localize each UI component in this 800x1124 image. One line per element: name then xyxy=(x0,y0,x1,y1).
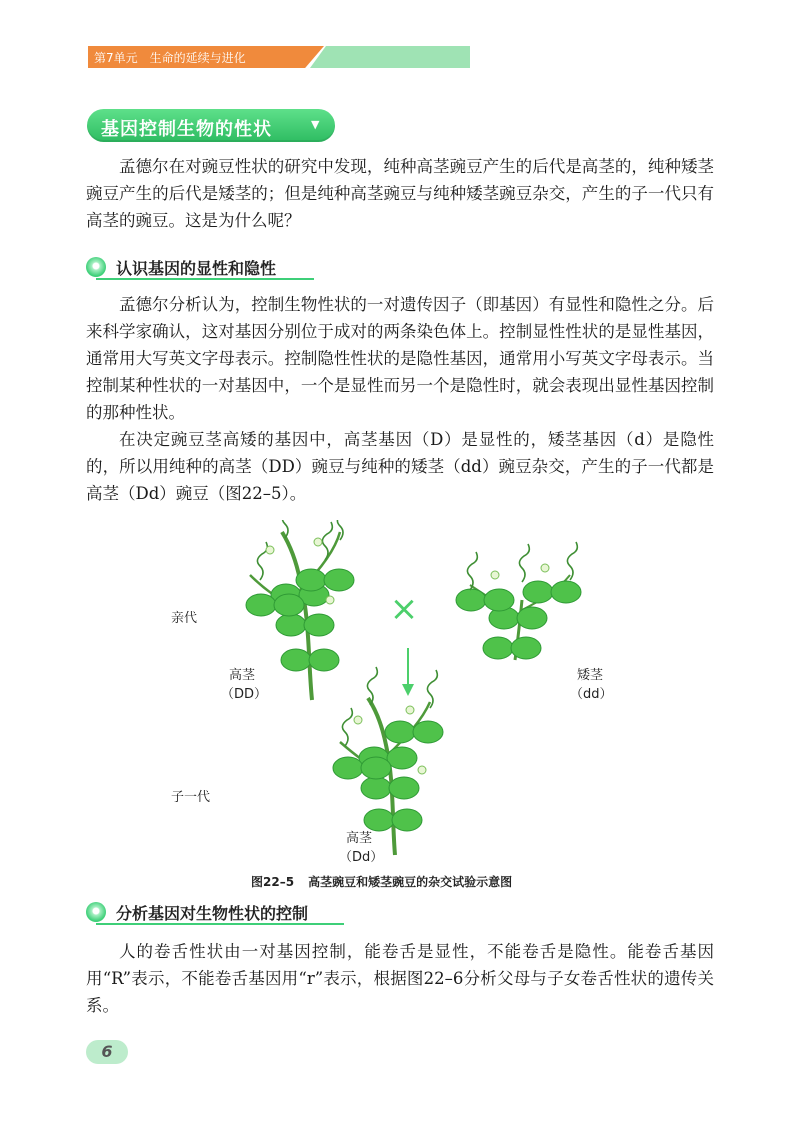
bullet-circle-icon xyxy=(86,902,106,922)
unit-number: 第7单元 xyxy=(94,51,138,65)
figure-caption-text: 高茎豌豆和矮茎豌豆的杂交试验示意图 xyxy=(308,875,513,889)
intro-paragraph: 孟德尔在对豌豆性状的研究中发现，纯种高茎豌豆产生的后代是高茎的，纯种矮茎豌豆产生的后代是矮茎的；但是纯种高茎豌豆与纯种矮茎豌豆杂交，产生的子一代只有高茎的豌豆。这是为什么呢？ xyxy=(86,157,714,230)
tall-parent-plant xyxy=(246,520,354,700)
subsection-title: 认识基因的显性和隐性 xyxy=(116,259,277,278)
tall-parent-genotype: （DD） xyxy=(221,687,268,702)
parent-generation-label: 亲代 xyxy=(171,611,198,626)
page-number-badge xyxy=(86,1040,128,1064)
unit-title: 生命的延续与进化 xyxy=(149,51,246,65)
short-parent-plant xyxy=(456,542,581,660)
tall-parent-name: 高茎 xyxy=(229,668,256,683)
short-parent-name: 矮茎 xyxy=(577,668,604,683)
figure-caption-number: 图22–5 xyxy=(251,875,295,889)
down-arrow-icon xyxy=(402,648,414,696)
offspring-genotype: （Dd） xyxy=(339,850,384,865)
figure-caption xyxy=(251,873,512,890)
unit-header-banner xyxy=(88,46,470,68)
bullet-circle-icon xyxy=(86,257,106,277)
unit-banner-green xyxy=(310,46,470,68)
paragraph-tongue-rolling: 人的卷舌性状由一对基因控制，能卷舌是显性，不能卷舌是隐性。能卷舌基因用“R”表示，不能卷舌基因用“r”表示，根据图22–6分析父母与子女卷舌性状的遗传关系。 xyxy=(86,942,714,1015)
subsection-title: 分析基因对生物性状的控制 xyxy=(116,904,309,923)
subsection-underline xyxy=(96,278,314,280)
cross-symbol: × xyxy=(389,589,419,629)
subsection-underline xyxy=(96,923,344,925)
paragraph-gene-dominance: 孟德尔分析认为，控制生物性状的一对遗传因子（即基因）有显性和隐性之分。后来科学家确认，这对基因分别位于成对的两条染色体上。控制显性性状的是显性基因，通常用大写英文字母表示。控制隐性性状的是隐性基因，通常用小写英文字母表示。当控制某种性状的一对基因中，一个是显性而另一个是隐性时，就会表现出显性基因控制的那种性状。 xyxy=(86,295,714,422)
short-parent-genotype: （dd） xyxy=(570,687,613,702)
section-heading xyxy=(87,109,335,142)
chevron-down-icon: ▼ xyxy=(311,118,320,131)
unit-header-text xyxy=(94,49,258,66)
section-title: 基因控制生物的性状 xyxy=(101,119,272,140)
offspring-name: 高茎 xyxy=(346,831,373,846)
paragraph-pea-cross: 在决定豌豆茎高矮的基因中，高茎基因（D）是显性的，矮茎基因（d）是隐性的，所以用纯种的高茎（DD）豌豆与纯种的矮茎（dd）豌豆杂交，产生的子一代都是高茎（Dd）豌豆（图22–5）。 xyxy=(86,430,714,503)
page-number: 6 xyxy=(101,1042,113,1061)
offspring-generation-label: 子一代 xyxy=(171,790,211,805)
